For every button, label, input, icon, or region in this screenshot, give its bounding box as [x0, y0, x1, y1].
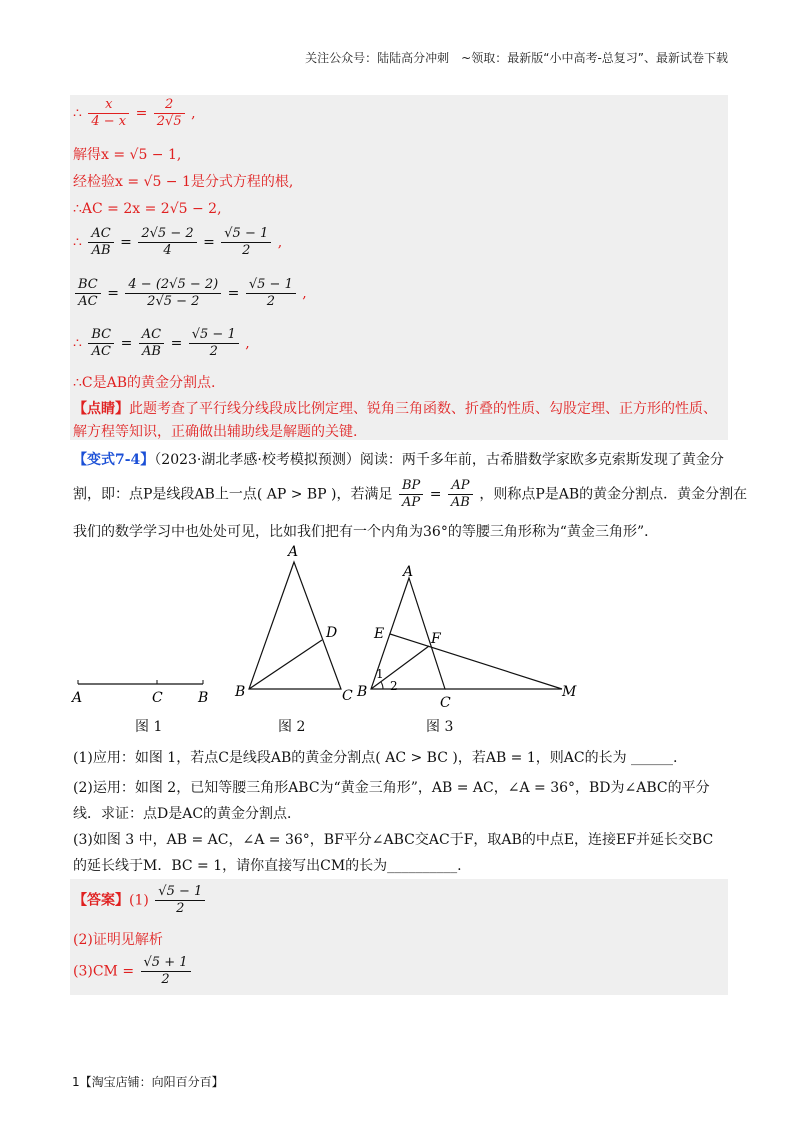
label-m: M [562, 684, 577, 700]
numerator: √5 − 1 [189, 327, 239, 344]
question-3-line-1: (3)如图 3 中，AB = AC，∠A = 36°，BF平分∠ABC交AC于F，取AB的中点E，连接EF并延长交BC [73, 832, 714, 848]
solution-line-6: $\frac{BC}{AC}$ = $\frac{4 - (2√5 - 2)}{2√5 - 2}$ = $\frac{√5 - 1}{2}$ , [73, 277, 307, 310]
denominator: 2 [266, 294, 275, 309]
denominator: 2 [161, 972, 170, 987]
label-a: A [288, 544, 299, 560]
therefore-symbol: ∴ [73, 234, 82, 251]
label-d: D [326, 625, 338, 641]
label-c: C [152, 690, 163, 706]
denominator: 2√5 − 2 [147, 294, 200, 309]
solution-line-7: ∴ $\frac{BC}{AC}$ = $\frac{AC}{AB}$ = $\frac{√5 - 1}{2}$ , [73, 327, 250, 359]
numerator: 2√5 − 2 [138, 226, 196, 243]
therefore-symbol: ∴ [73, 335, 82, 352]
label-a: A [72, 690, 83, 706]
therefore-symbol: ∴ [73, 105, 82, 122]
numerator: 4 − (2√5 − 2) [125, 277, 221, 294]
question-2-line-2: 线．求证：点D是AC的黄金分割点． [73, 806, 302, 822]
angle-label-1: 1 [376, 667, 384, 681]
figure-1-caption: 图 1 [135, 719, 163, 735]
problem-line-2: 割，即：点P是线段AB上一点( AP > BP )，若满足 $\frac{BP}{AP}$ = $\frac{AP}{AB}$ ，则称点P是AB的黄金分割点．黄金分割在 [73, 478, 748, 510]
denominator: AC [91, 344, 111, 359]
comment-tag: 【点睛】 [73, 401, 129, 417]
solution-line-5: ∴ $\frac{AC}{AB}$ = $\frac{2√5 - 2}{4}$ = $\frac{√5 - 1}{2}$ , [73, 226, 283, 258]
denominator: 4 − x [91, 114, 127, 129]
label-c: C [440, 695, 451, 711]
denominator: 2 [209, 344, 218, 359]
solution-line-2: 解得x = √5 − 1, [73, 147, 182, 163]
solution-line-1: ∴ $\frac{x}{4 - x}$ = $\frac{2}{2√5}$ , [73, 97, 196, 129]
numerator: √5 − 1 [246, 277, 296, 294]
angle-arc [381, 682, 383, 689]
numerator: AC [88, 226, 113, 243]
answer-line-2: (2)证明见解析 [73, 932, 163, 948]
text-segment: x = √5 − 1 [115, 174, 191, 190]
comment-line-1 [73, 400, 717, 418]
figure-1 [70, 680, 208, 706]
denominator: 2√5 [156, 114, 182, 129]
solution-line-8: ∴C是AB的黄金分割点. [73, 375, 216, 391]
problem-line-1 [73, 447, 724, 473]
label-b: B [235, 684, 246, 700]
comment-text: 此题考查了平行线分线段成比例定理、锐角三角函数、折叠的性质、勾股定理、正方形的性质、 [129, 401, 717, 417]
numerator: BP [399, 478, 423, 495]
answer-line-3 [73, 955, 193, 988]
numerator: √5 + 1 [141, 955, 191, 972]
angle-label-2: 2 [390, 679, 398, 693]
answer-line-1 [73, 884, 207, 917]
label-b: B [198, 690, 209, 706]
fraction [75, 277, 101, 310]
punctuation: , [302, 285, 307, 302]
fraction [246, 277, 296, 310]
denominator: 2 [176, 901, 185, 916]
denominator: 4 [163, 243, 172, 258]
problem-tag: 【变式7-4】 [73, 452, 155, 468]
numerator: √5 − 1 [221, 226, 271, 243]
comment-line-2: 解方程等知识，正确做出辅助线是解题的关键. [73, 424, 358, 440]
page-header: 关注公众号：陆陆高分冲刺 ~领取：最新版“小中高考-总复习”、最新试卷下载 [305, 51, 728, 65]
fraction [399, 478, 423, 511]
numerator: 2 [154, 97, 185, 114]
answer-prefix: (3)CM = [73, 963, 135, 980]
numerator: √5 − 1 [155, 884, 205, 901]
numerator: AP [448, 478, 473, 495]
fraction [125, 277, 221, 310]
label-c: C [342, 688, 353, 704]
fraction [141, 955, 191, 988]
figure-3 [356, 564, 577, 711]
denominator: AB [91, 243, 111, 258]
answer-prefix: (1) [129, 892, 149, 909]
label-e: E [374, 626, 385, 642]
text-segment: 经检验 [73, 174, 115, 190]
question-2-line-1: (2)运用：如图 2，已知等腰三角形ABC为“黄金三角形”，AB = AC，∠A = 36°，BD为∠ABC的平分 [73, 780, 710, 796]
numerator: BC [75, 277, 101, 294]
denominator: AB [141, 344, 161, 359]
problem-text: （2023·湖北孝感·校考模拟预测）阅读：两千多年前，古希腊数学家欧多克索斯发现了黄金分 [154, 452, 724, 468]
problem-line-3: 我们的数学学习中也处处可见，比如我们把有一个内角为36°的等腰三角形称为“黄金三角形”． [73, 524, 659, 540]
denominator: AP [402, 495, 421, 510]
fraction [221, 226, 271, 259]
label-a: A [403, 564, 414, 580]
fraction [138, 226, 196, 259]
figure-2 [234, 544, 353, 704]
fraction [88, 327, 114, 360]
segment-em [390, 634, 562, 689]
question-1: (1)应用：如图 1，若点C是线段AB的黄金分割点( AC > BC )，若AB = 1，则AC的长为 ______. [73, 750, 678, 766]
solution-line-4: ∴AC = 2x = 2√5 − 2, [73, 201, 222, 217]
text-segment: 是分式方程的根, [190, 174, 294, 190]
denominator: 2 [242, 243, 251, 258]
punctuation: , [191, 105, 196, 122]
fraction [139, 327, 164, 360]
punctuation: , [277, 234, 283, 251]
question-3-line-2: 的延长线于M．BC = 1，请你直接写出CM的长为__________. [73, 858, 462, 874]
page-footer: 1【淘宝店铺：向阳百分百】 [72, 1075, 224, 1089]
punctuation: , [245, 335, 250, 352]
fraction [154, 97, 185, 130]
fraction [448, 478, 473, 511]
fraction [88, 97, 129, 130]
label-f: F [431, 631, 441, 647]
problem-text: ，则称点P是AB的黄金分割点．黄金分割在 [479, 486, 748, 503]
answer-tag: 【答案】 [73, 892, 129, 909]
segment-bd [249, 640, 322, 689]
numerator: BC [88, 327, 114, 344]
solution-line-3 [73, 173, 293, 191]
fraction [189, 327, 239, 360]
figures-svg [60, 540, 620, 740]
denominator: AC [78, 294, 98, 309]
figure-2-caption: 图 2 [278, 719, 306, 735]
figure-3-caption: 图 3 [426, 719, 454, 735]
label-b: B [357, 684, 368, 700]
fraction [155, 884, 205, 917]
fraction [88, 226, 113, 259]
numerator: AC [139, 327, 164, 344]
problem-text: 割，即：点P是线段AB上一点( AP > BP )，若满足 [73, 486, 393, 503]
denominator: AB [450, 495, 470, 510]
numerator: x [88, 97, 129, 114]
